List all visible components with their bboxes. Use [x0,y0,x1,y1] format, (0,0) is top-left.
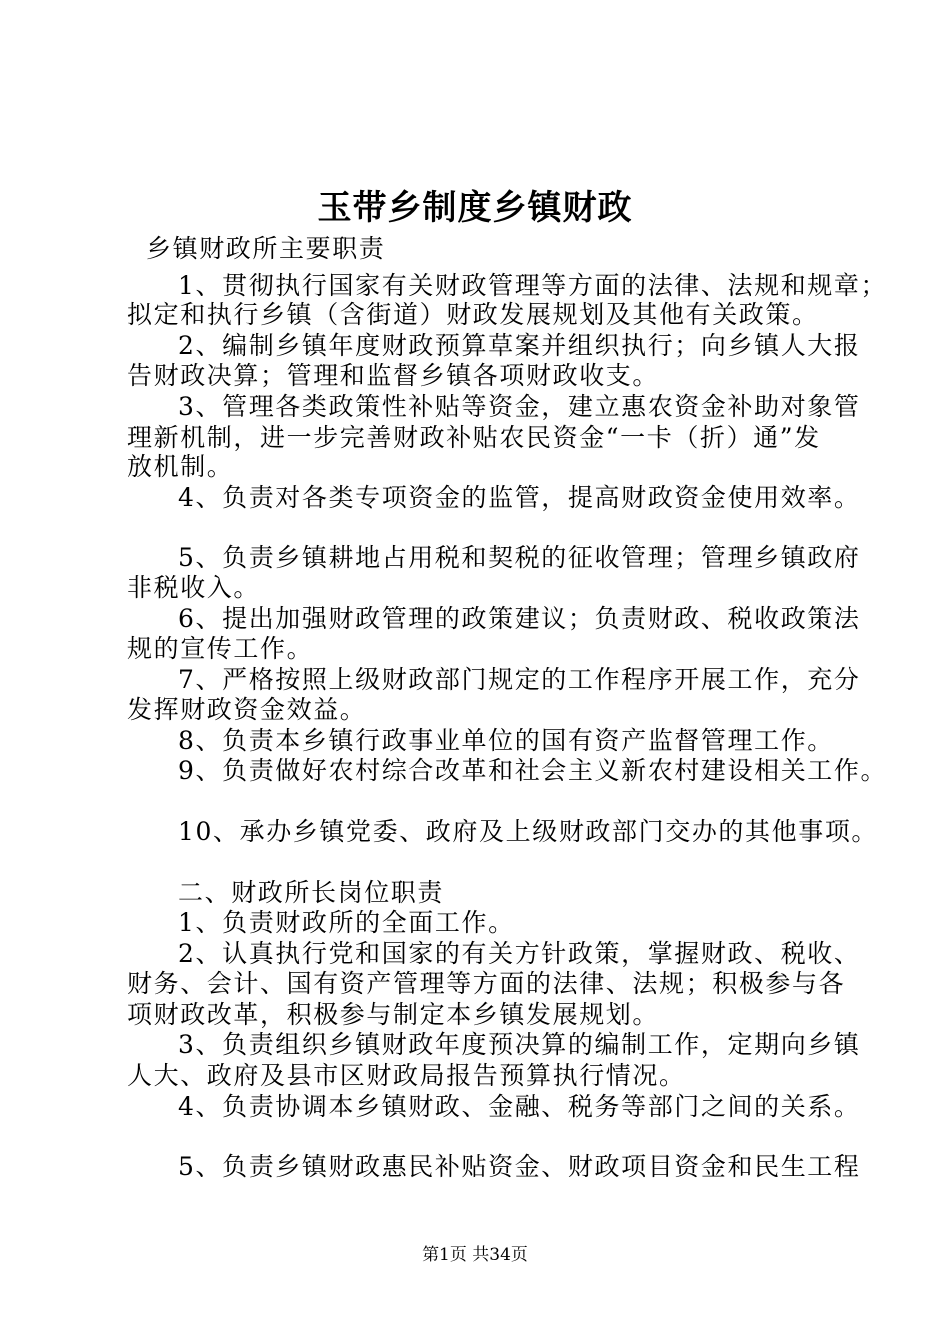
text-line: 非税收入。 [127,573,261,602]
text-line: 理新机制，进一步完善财政补贴农民资金“一卡（折）通”发 [127,423,821,452]
text-line: 拟定和执行乡镇（含街道）财政发展规划及其他有关政策。 [127,300,819,329]
text-line: 告财政决算；管理和监督乡镇各项财政收支。 [127,361,660,390]
page-number: 第1页 共34页 [422,1245,528,1265]
text-line: 3、管理各类政策性补贴等资金，建立惠农资金补助对象管 [178,392,861,421]
text-line: 二、财政所长岗位职责 [178,878,445,907]
text-line: 5、负责乡镇耕地占用税和契税的征收管理；管理乡镇政府 [178,543,861,572]
text-line: 乡镇财政所主要职责 [146,234,386,263]
text-line: 4、负责协调本乡镇财政、金融、税务等部门之间的关系。 [178,1092,861,1121]
text-line: 7、严格按照上级财政部门规定的工作程序开展工作，充分 [178,665,861,694]
text-line: 1、负责财政所的全面工作。 [178,908,515,937]
text-line: 10、承办乡镇党委、政府及上级财政部门交办的其他事项。 [178,817,879,846]
text-line: 4、负责对各类专项资金的监管，提高财政资金使用效率。 [178,483,861,512]
text-line: 发挥财政资金效益。 [127,695,367,724]
text-line: 6、提出加强财政管理的政策建议；负责财政、税收政策法 [178,604,861,633]
text-line: 1、贯彻执行国家有关财政管理等方面的法律、法规和规章； [178,271,888,300]
text-line: 人大、政府及县市区财政局报告预算执行情况。 [127,1061,686,1090]
text-line: 放机制。 [127,452,234,481]
text-line: 规的宣传工作。 [127,634,314,663]
document-title: 玉带乡制度乡镇财政 [317,188,633,228]
text-line: 项财政改革，积极参与制定本乡镇发展规划。 [127,1000,660,1029]
text-line: 2、认真执行党和国家的有关方针政策，掌握财政、税收、 [178,939,861,968]
text-line: 2、编制乡镇年度财政预算草案并组织执行；向乡镇人大报 [178,331,861,360]
text-line: 9、负责做好农村综合改革和社会主义新农村建设相关工作。 [178,756,888,785]
text-line: 3、负责组织乡镇财政年度预决算的编制工作，定期向乡镇 [178,1030,861,1059]
text-line: 财务、会计、国有资产管理等方面的法律、法规；积极参与各 [127,969,846,998]
text-line: 8、负责本乡镇行政事业单位的国有资产监督管理工作。 [178,726,834,755]
text-line: 5、负责乡镇财政惠民补贴资金、财政项目资金和民生工程 [178,1152,861,1181]
